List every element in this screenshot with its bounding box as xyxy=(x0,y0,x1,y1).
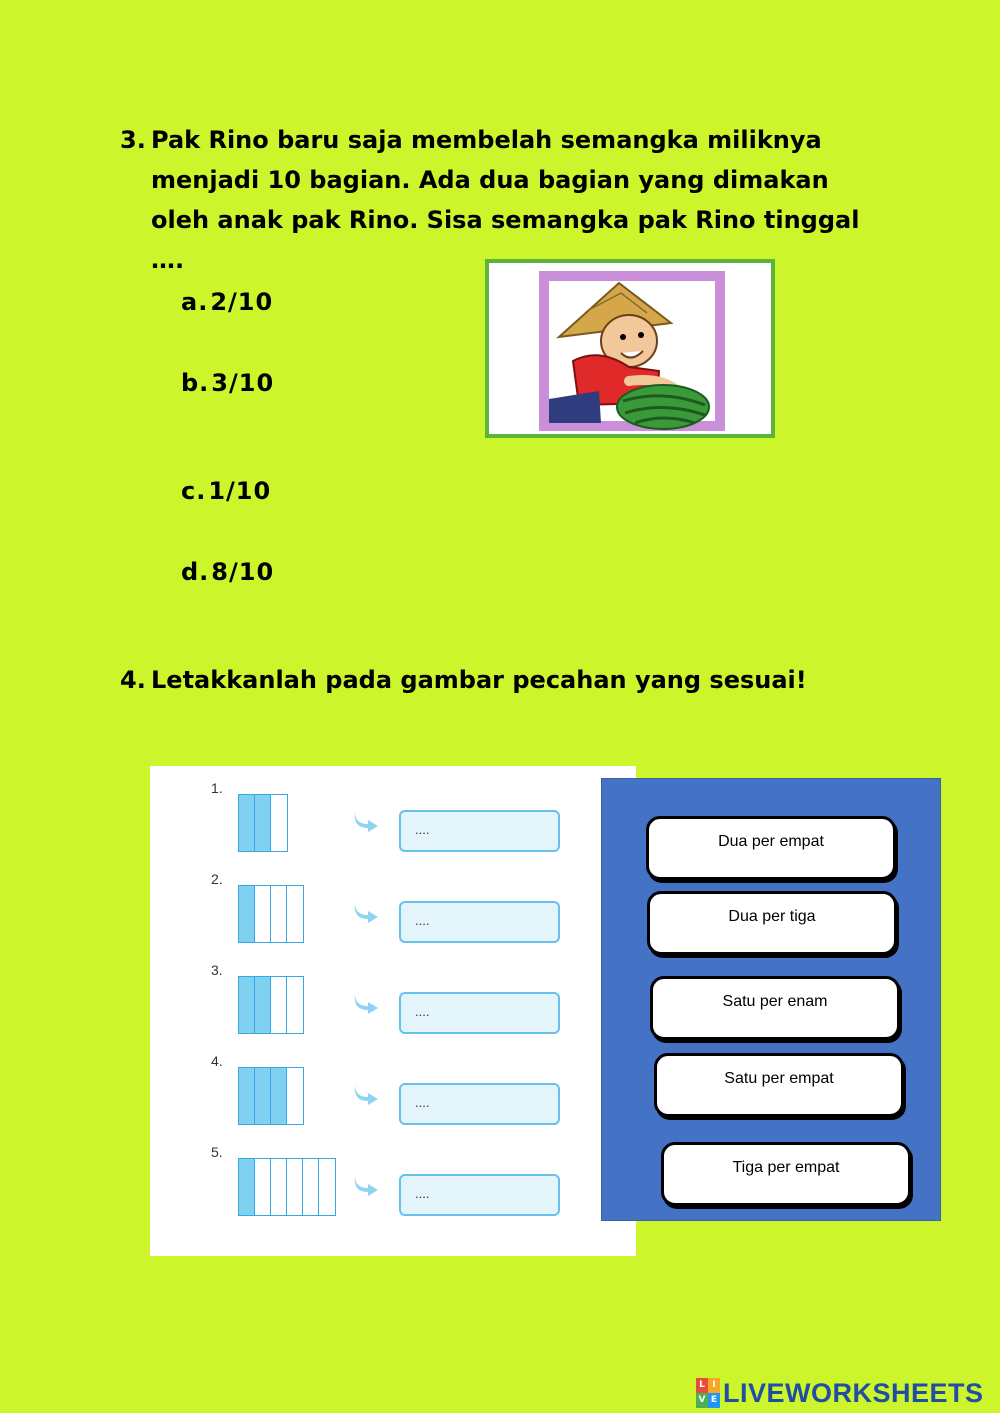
choice-tiga-per-empat[interactable]: Tiga per empat xyxy=(661,1142,911,1206)
fraction-bar xyxy=(238,885,304,943)
fraction-bar xyxy=(238,1158,336,1216)
choice-dua-per-tiga[interactable]: Dua per tiga xyxy=(647,891,897,955)
option-letter: b. xyxy=(181,369,210,397)
exercise-row-3 xyxy=(150,962,636,1042)
fraction-bar xyxy=(238,794,288,852)
option-c[interactable] xyxy=(181,474,271,508)
fraction-bar xyxy=(238,1067,304,1125)
question-4-number: 4. xyxy=(120,666,146,694)
fraction-part-shaded xyxy=(271,1068,287,1124)
option-d[interactable] xyxy=(181,555,274,589)
exercise-row-5 xyxy=(150,1144,636,1224)
logo-letter: I xyxy=(708,1378,720,1393)
exercise-row-number: 2. xyxy=(211,871,223,887)
exercise-row-2 xyxy=(150,871,636,951)
option-value: 3/10 xyxy=(211,369,275,397)
fraction-exercise-panel xyxy=(150,766,636,1256)
question-4-text: Letakkanlah pada gambar pecahan yang sesuai! xyxy=(151,666,807,694)
option-b[interactable] xyxy=(181,366,274,400)
arrow-icon xyxy=(352,1081,382,1105)
exercise-row-4 xyxy=(150,1053,636,1133)
option-letter: a. xyxy=(181,288,209,316)
question-3-text: Pak Rino baru saja membelah semangka miliknya menjadi 10 bagian. Ada dua bagian yang dimakan oleh anak pak Rino. Sisa semangka pak Rino tinggal …. xyxy=(151,126,860,274)
answer-box-2[interactable]: .... xyxy=(399,901,560,943)
option-value: 2/10 xyxy=(210,288,274,316)
fraction-part-empty xyxy=(271,886,287,942)
exercise-row-number: 3. xyxy=(211,962,223,978)
fraction-part-empty xyxy=(303,1159,319,1215)
exercise-row-number: 1. xyxy=(211,780,223,796)
farmer-with-watermelon-illustration xyxy=(539,271,725,431)
fraction-part-empty xyxy=(271,795,287,851)
arrow-icon xyxy=(352,808,382,832)
fraction-part-shaded xyxy=(239,795,255,851)
fraction-part-shaded xyxy=(239,886,255,942)
fraction-part-shaded xyxy=(239,1159,255,1215)
fraction-part-empty xyxy=(271,977,287,1033)
option-letter: d. xyxy=(181,558,210,586)
exercise-row-number: 4. xyxy=(211,1053,223,1069)
liveworksheets-wordmark: LIVEWORKSHEETS xyxy=(723,1377,984,1408)
arrow-icon xyxy=(352,1172,382,1196)
liveworksheets-logo-icon xyxy=(696,1378,720,1408)
answer-box-4[interactable]: .... xyxy=(399,1083,560,1125)
farmer-picture-frame xyxy=(485,259,775,438)
answer-box-5[interactable]: .... xyxy=(399,1174,560,1216)
fraction-part-empty xyxy=(319,1159,335,1215)
fraction-part-shaded xyxy=(255,977,271,1033)
choice-satu-per-empat[interactable]: Satu per empat xyxy=(654,1053,904,1117)
arrow-icon xyxy=(352,990,382,1014)
option-value: 1/10 xyxy=(208,477,272,505)
exercise-row-number: 5. xyxy=(211,1144,223,1160)
exercise-row-1 xyxy=(150,780,636,860)
fraction-part-empty xyxy=(287,977,303,1033)
option-letter: c. xyxy=(181,477,207,505)
fraction-part-shaded xyxy=(255,1068,271,1124)
fraction-part-empty xyxy=(255,1159,271,1215)
logo-letter: L xyxy=(696,1378,708,1393)
fraction-part-empty xyxy=(287,1068,303,1124)
answer-box-3[interactable]: .... xyxy=(399,992,560,1034)
choice-dua-per-empat[interactable]: Dua per empat xyxy=(646,816,896,880)
logo-letter: E xyxy=(708,1393,720,1408)
fraction-part-empty xyxy=(287,886,303,942)
liveworksheets-brand xyxy=(696,1377,984,1409)
question-3-number: 3. xyxy=(120,126,146,154)
fraction-part-shaded xyxy=(239,1068,255,1124)
fraction-part-shaded xyxy=(255,795,271,851)
option-a[interactable] xyxy=(181,285,273,319)
answer-box-1[interactable]: .... xyxy=(399,810,560,852)
fraction-part-empty xyxy=(271,1159,287,1215)
fraction-part-shaded xyxy=(239,977,255,1033)
arrow-icon xyxy=(352,899,382,923)
fraction-part-empty xyxy=(287,1159,303,1215)
option-value: 8/10 xyxy=(211,558,275,586)
logo-letter: V xyxy=(696,1393,708,1408)
choice-satu-per-enam[interactable]: Satu per enam xyxy=(650,976,900,1040)
fraction-part-empty xyxy=(255,886,271,942)
fraction-bar xyxy=(238,976,304,1034)
